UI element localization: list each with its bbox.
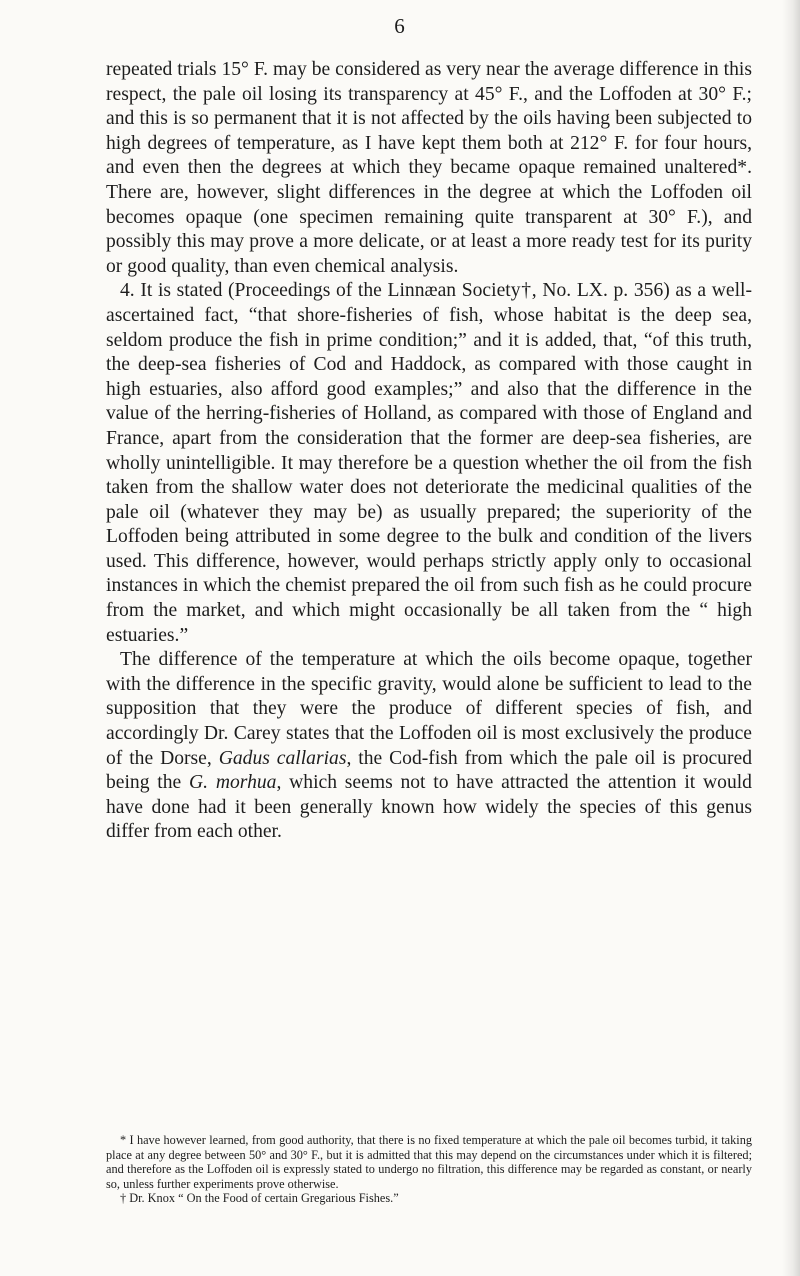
body-text xyxy=(106,58,752,845)
species-name-gadus-callarias: Gadus callarias xyxy=(218,747,347,769)
paragraph-species-middle: , the Cod-fish from which the pale oil is procured being the xyxy=(106,747,752,794)
paragraph-species-difference xyxy=(106,648,752,845)
footnote-dagger: † Dr. Knox “ On the Food of certain Gregarious Fishes.” xyxy=(120,1191,399,1206)
paragraph-species-intro: The difference of the temperature at which the oils become opaque, together with the difference in the specific gravity, would alone be sufficient to lead to the supposition that they were the produce of different species of fish, and accordingly Dr. Carey states that the Loffoden oil is most exclusively the produce of the Dorse, xyxy=(106,649,752,769)
paragraph-species-tail: , which seems not to have attracted the attention it would have done had it been generally known how widely the species of this genus differ from each other. xyxy=(106,772,752,843)
footnotes xyxy=(106,1133,752,1206)
paragraph-linnaean-society: 4. It is stated (Proceedings of the Linnæan Society†, No. LX. p. 356) as a well-ascertained fact, “that shore-fisheries of fish, whose habitat is the deep sea, seldom produce the fish in prime condition;” and it is added, that, “of this truth, the deep-sea fisheries of Cod and Haddock, as compared with those caught in high estuaries, also afford good examples;” and also that the difference in the value of the herring-fisheries of Holland, as compared with those of England and France, apart from the consideration that the former are deep-sea fisheries, are wholly unintelligible. It may therefore be a question whether the oil from the fish taken from the shallow water does not deteriorate the medicinal qualities of the pale oil (whatever they may be) as usually prepared; the superiority of the Loffoden being attributed in some degree to the bulk and condition of the livers used. This difference, however, would perhaps strictly apply only to occasional instances in which the chemist prepared the oil from such fish as he could procure from the market, and which might occasionally be all taken from the “ high estuaries.” xyxy=(106,280,752,646)
footnote-asterisk: * I have however learned, from good authority, that there is no fixed temperature at which the pale oil becomes turbid, it taking place at any degree between 50° and 30° F., but it is admitted that this may depend on the circumstances under which it is filtered; and therefore as the Loffoden oil is expressly stated to undergo no filtration, this difference may be regarded as constant, or nearly so, unless further experiments prove otherwise. xyxy=(106,1133,752,1191)
page-edge-shadow xyxy=(782,0,800,1276)
paragraph-temperature-trials: repeated trials 15° F. may be considered as very near the average difference in this respect, the pale oil losing its transparency at 45° F., and the Loffoden at 30° F.; and this is so permanent that it is not affected by the oils having been subjected to high degrees of temperature, as I have kept them both at 212° F. for four hours, and even then the degrees at which they became opaque remained unaltered*. There are, however, slight differences in the degree at which the Loffoden oil becomes opaque (one specimen remaining quite transparent at 30° F.), and possibly this may prove a more delicate, or at least a more ready test for its purity or good quality, than even chemical analysis. xyxy=(106,59,752,277)
page-number: 6 xyxy=(394,14,406,38)
species-name-g-morhua: G. morhua xyxy=(189,772,277,794)
